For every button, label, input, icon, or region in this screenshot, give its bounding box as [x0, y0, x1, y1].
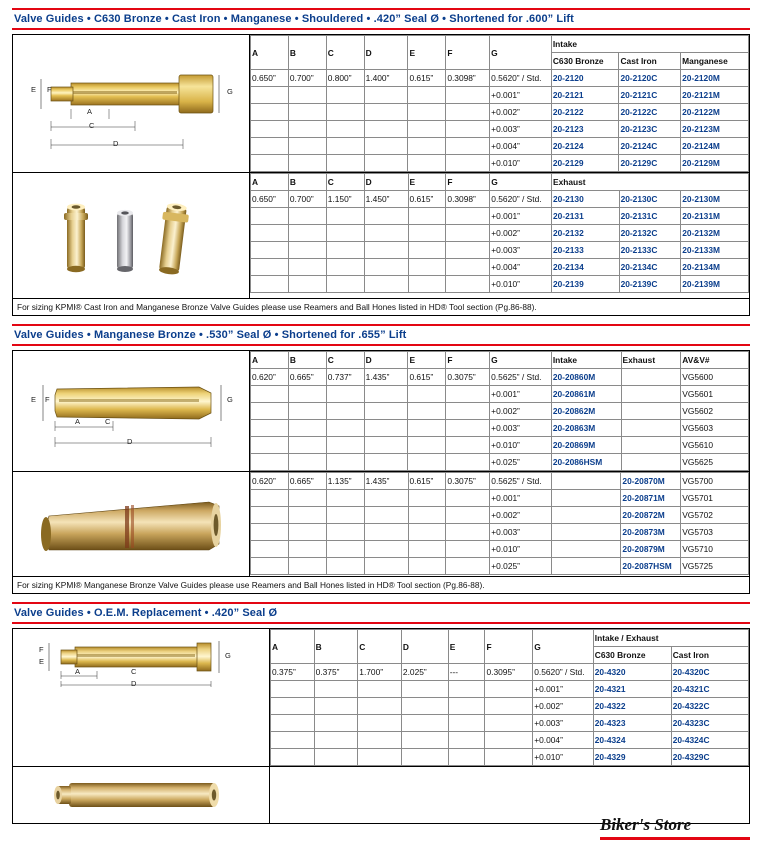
part-number[interactable]: 20-20879M [621, 541, 681, 558]
oversize: +0.003” [490, 420, 552, 437]
dim-F: 0.3098” [446, 70, 490, 87]
col-G: G [490, 36, 552, 70]
oversize: +0.004” [490, 259, 552, 276]
part-number[interactable]: 20-4323 [593, 715, 671, 732]
col-E: E [408, 174, 446, 191]
dim-C: 1.150” [326, 191, 364, 208]
valve-guide-drawing-1 [13, 35, 249, 164]
part-number[interactable]: 20-20870M [621, 473, 681, 490]
col-F: F [446, 36, 490, 70]
span-intake: Intake [551, 36, 748, 53]
label-G: G [225, 651, 231, 660]
group-3-data [250, 351, 750, 472]
table-row [251, 121, 749, 138]
table-row [271, 732, 749, 749]
col-D: D [364, 174, 408, 191]
col-A: A [251, 352, 289, 369]
dim-E: 0.615” [408, 191, 446, 208]
part-number[interactable]: 20-2130M [681, 191, 749, 208]
table-row [251, 403, 749, 420]
label-F: F [47, 85, 52, 94]
group-1-data [250, 35, 750, 173]
part-number[interactable]: 20-2133C [619, 242, 681, 259]
table-row [251, 490, 749, 507]
col-A: A [271, 630, 315, 664]
group-2-data [250, 173, 750, 299]
dim-B: 0.700” [288, 191, 326, 208]
dim-E: 0.615” [408, 369, 446, 386]
part-number[interactable]: 20-2087HSM [621, 558, 681, 575]
photo-oem-guide [13, 767, 270, 824]
dim-C: 1.700” [358, 664, 402, 681]
col-A: A [251, 174, 289, 191]
label-F: F [39, 645, 44, 654]
dim-G: 0.5625” / Std. [490, 473, 552, 490]
dim-A: 0.650” [251, 191, 289, 208]
part-number[interactable]: 20-2121C [619, 87, 681, 104]
oversize: +0.003” [490, 524, 552, 541]
label-E: E [31, 85, 37, 94]
part-number[interactable]: 20-2124 [551, 138, 619, 155]
part-number[interactable]: 20-2120M [681, 70, 749, 87]
dim-B: 0.665” [288, 369, 326, 386]
table-row [251, 208, 749, 225]
part-number[interactable]: 20-20871M [621, 490, 681, 507]
part-number[interactable] [621, 369, 681, 386]
part-number[interactable]: 20-4324 [593, 732, 671, 749]
part-number[interactable]: 20-4321 [593, 681, 671, 698]
part-number[interactable] [552, 473, 621, 490]
span-exhaust: Exhaust [552, 174, 749, 191]
table-row [251, 541, 749, 558]
label-E: E [39, 657, 45, 666]
valve-guide-photo-1 [13, 173, 249, 298]
part-number[interactable]: 20-2131 [552, 208, 620, 225]
table-row [251, 259, 749, 276]
oversize: +0.003” [490, 121, 552, 138]
drawing-manganese-intake [13, 351, 250, 472]
col-F: F [446, 174, 490, 191]
table-row [251, 369, 749, 386]
label-G: G [227, 395, 233, 404]
part-number[interactable] [621, 403, 681, 420]
col-cast-iron: Cast Iron [619, 53, 681, 70]
col-C: C [326, 352, 364, 369]
col-E: E [408, 36, 446, 70]
part-number[interactable]: 20-2122M [681, 104, 749, 121]
span-intake-exhaust: Intake / Exhaust [593, 630, 748, 647]
section-header-1 [12, 8, 750, 30]
oversize: +0.001” [490, 490, 552, 507]
part-number[interactable] [552, 541, 621, 558]
section-header-3 [12, 602, 750, 624]
part-number[interactable]: 20-2131C [619, 208, 681, 225]
dim-D: 2.025” [401, 664, 448, 681]
avv-number: VG5603 [681, 420, 749, 437]
part-number[interactable] [552, 490, 621, 507]
photo-exhaust-guides [13, 173, 250, 299]
oversize: +0.001” [490, 208, 552, 225]
dim-B: 0.375” [314, 664, 358, 681]
table-row [251, 276, 749, 293]
col-manganese: Manganese [681, 53, 749, 70]
part-number[interactable]: 20-2133M [681, 242, 749, 259]
valve-guide-drawing-3 [13, 629, 269, 691]
part-number[interactable]: 20-4321C [671, 681, 748, 698]
col-exhaust: Exhaust [621, 352, 681, 369]
part-number[interactable]: 20-2134C [619, 259, 681, 276]
col-B: B [288, 174, 326, 191]
col-E: E [408, 352, 446, 369]
oversize: +0.004” [490, 138, 552, 155]
part-number[interactable]: 20-2121M [681, 87, 749, 104]
table-row [271, 715, 749, 732]
oversize: +0.002” [533, 698, 594, 715]
col-C: C [326, 36, 364, 70]
avv-number: VG5725 [681, 558, 749, 575]
table-row [251, 420, 749, 437]
part-number[interactable]: 20-20860M [551, 369, 621, 386]
col-avv: AV&V# [681, 352, 749, 369]
part-number[interactable]: 20-20862M [551, 403, 621, 420]
table-manganese-exhaust [250, 472, 749, 575]
table-row [251, 524, 749, 541]
col-A: A [251, 36, 289, 70]
section-title-1: Valve Guides • C630 Bronze • Cast Iron • Manganese • Shouldered • .420” Seal Ø • Shortened for .600” Lift [14, 13, 574, 25]
table-row [251, 191, 749, 208]
table-row [271, 681, 749, 698]
avv-number: VG5610 [681, 437, 749, 454]
avv-number: VG5703 [681, 524, 749, 541]
part-number[interactable]: 20-20872M [621, 507, 681, 524]
table-row [251, 104, 749, 121]
part-number[interactable]: 20-2130 [552, 191, 620, 208]
col-c630-bronze: C630 Bronze [593, 647, 671, 664]
dim-F: 0.3075” [446, 369, 490, 386]
part-number[interactable]: 20-2132C [619, 225, 681, 242]
dim-F: 0.3095” [485, 664, 533, 681]
table-manganese-intake [250, 351, 749, 471]
part-number[interactable]: 20-2129M [681, 155, 749, 172]
dim-D: 1.435” [364, 369, 408, 386]
logo-underline [600, 837, 750, 840]
table-row [251, 87, 749, 104]
part-number[interactable]: 20-2122 [551, 104, 619, 121]
oversize: +0.025” [490, 454, 552, 471]
col-cast-iron: Cast Iron [671, 647, 748, 664]
avv-number: VG5710 [681, 541, 749, 558]
dim-A: 0.620” [251, 369, 289, 386]
part-number[interactable] [552, 507, 621, 524]
part-number[interactable]: 20-2122C [619, 104, 681, 121]
col-G: G [490, 174, 552, 191]
part-number[interactable]: 20-4329 [593, 749, 671, 766]
part-number[interactable]: 20-4323C [671, 715, 748, 732]
table-row [251, 473, 749, 490]
col-D: D [364, 352, 408, 369]
oversize: +0.010” [490, 155, 552, 172]
col-D: D [401, 630, 448, 664]
part-number[interactable] [621, 420, 681, 437]
dim-C: 1.135” [326, 473, 364, 490]
drawing-intake-shouldered [13, 35, 250, 173]
avv-number: VG5602 [681, 403, 749, 420]
part-number[interactable]: 20-2124M [681, 138, 749, 155]
table-row [251, 138, 749, 155]
label-D: D [113, 139, 119, 148]
oversize: +0.001” [490, 386, 552, 403]
label-G: G [227, 87, 233, 96]
part-number[interactable]: 20-2123C [619, 121, 681, 138]
dim-D: 1.400” [364, 70, 408, 87]
section-3-data [270, 629, 750, 767]
oversize: +0.010” [490, 276, 552, 293]
table-exhaust-1 [250, 173, 749, 293]
dim-B: 0.700” [288, 70, 326, 87]
label-E: E [31, 395, 37, 404]
part-number[interactable] [552, 524, 621, 541]
table-row [271, 749, 749, 766]
part-number[interactable]: 20-4322C [671, 698, 748, 715]
part-number[interactable]: 20-2129C [619, 155, 681, 172]
part-number[interactable]: 20-2086HSM [551, 454, 621, 471]
avv-number: VG5625 [681, 454, 749, 471]
col-F: F [446, 352, 490, 369]
avv-number: VG5702 [681, 507, 749, 524]
dim-D: 1.450” [364, 191, 408, 208]
part-number[interactable]: 20-2134M [681, 259, 749, 276]
section-title-3: Valve Guides • O.E.M. Replacement • .420” Seal Ø [14, 607, 278, 619]
table-row [251, 454, 749, 471]
photo-manganese-exhaust [13, 472, 250, 577]
store-name: Biker's Store [600, 815, 692, 834]
dim-A: 0.620” [251, 473, 289, 490]
table-row [251, 155, 749, 172]
part-number[interactable]: 20-2123M [681, 121, 749, 138]
part-number[interactable] [621, 386, 681, 403]
drawing-oem-replacement [13, 629, 270, 767]
section-1-note: For sizing KPMI® Cast Iron and Manganese Bronze Valve Guides please use Reamers and Ball Hones listed in HD® Tool section (Pg.86-88). [12, 299, 750, 316]
part-number[interactable]: 20-2124C [619, 138, 681, 155]
oversize: +0.010” [490, 437, 552, 454]
part-number[interactable]: 20-20873M [621, 524, 681, 541]
dim-F: 0.3075” [446, 473, 490, 490]
dim-G: 0.5625” / Std. [490, 369, 552, 386]
store-logo [600, 815, 750, 840]
label-F: F [45, 395, 50, 404]
dim-A: 0.375” [271, 664, 315, 681]
label-D: D [127, 437, 133, 446]
oversize: +0.003” [490, 242, 552, 259]
dim-E: 0.615” [408, 70, 446, 87]
part-number[interactable] [552, 558, 621, 575]
avv-number: VG5600 [681, 369, 749, 386]
dim-C: 0.800” [326, 70, 364, 87]
col-B: B [288, 36, 326, 70]
col-c630-bronze: C630 Bronze [551, 53, 619, 70]
part-number[interactable]: 20-2130C [619, 191, 681, 208]
avv-number: VG5700 [681, 473, 749, 490]
part-number[interactable]: 20-2139 [552, 276, 620, 293]
part-number[interactable]: 20-2132 [552, 225, 620, 242]
dim-E: --- [448, 664, 485, 681]
label-D: D [131, 679, 137, 688]
dim-G: 0.5620” / Std. [490, 191, 552, 208]
col-C: C [358, 630, 402, 664]
label-C: C [89, 121, 95, 130]
section-header-2 [12, 324, 750, 346]
label-C: C [105, 417, 111, 426]
part-number[interactable]: 20-4324C [671, 732, 748, 749]
col-G: G [533, 630, 594, 664]
dim-G: 0.5620” / Std. [533, 664, 594, 681]
part-number[interactable]: 20-2132M [681, 225, 749, 242]
section-1-table [12, 34, 750, 299]
group-4-data [250, 472, 750, 577]
dim-G: 0.5620” / Std. [490, 70, 552, 87]
dim-E: 0.615” [408, 473, 446, 490]
col-intake: Intake [551, 352, 621, 369]
part-number[interactable]: 20-2134 [552, 259, 620, 276]
part-number[interactable] [621, 454, 681, 471]
section-title-2: Valve Guides • Manganese Bronze • .530” Seal Ø • Shortened for .655” Lift [14, 329, 407, 341]
table-row [271, 698, 749, 715]
table-row [251, 386, 749, 403]
oversize: +0.002” [490, 104, 552, 121]
col-D: D [364, 36, 408, 70]
dim-C: 0.737” [326, 369, 364, 386]
table-row [251, 242, 749, 259]
col-B: B [288, 352, 326, 369]
section-2-table [12, 350, 750, 577]
dim-F: 0.3098” [446, 191, 490, 208]
oversize: +0.001” [533, 681, 594, 698]
oversize: +0.003” [533, 715, 594, 732]
table-row [251, 70, 749, 87]
part-number[interactable]: 20-2129 [551, 155, 619, 172]
part-number[interactable]: 20-2131M [681, 208, 749, 225]
dim-D: 1.435” [364, 473, 408, 490]
oversize: +0.010” [490, 541, 552, 558]
oversize: +0.002” [490, 225, 552, 242]
dim-A: 0.650” [251, 70, 289, 87]
part-number[interactable]: 20-20863M [551, 420, 621, 437]
col-E: E [448, 630, 485, 664]
oversize: +0.025” [490, 558, 552, 575]
part-number[interactable]: 20-2120C [619, 70, 681, 87]
col-F: F [485, 630, 533, 664]
section-2-note: For sizing KPMI® Manganese Bronze Valve Guides please use Reamers and Ball Hones listed in HD® Tool section (Pg.86-88). [12, 577, 750, 594]
col-C: C [326, 174, 364, 191]
part-number[interactable]: 20-4329C [671, 749, 748, 766]
dim-B: 0.665” [288, 473, 326, 490]
section-3-table [12, 628, 750, 824]
part-number[interactable] [621, 437, 681, 454]
oversize: +0.004” [533, 732, 594, 749]
valve-guide-photo-3 [13, 767, 269, 823]
table-row [251, 507, 749, 524]
avv-number: VG5601 [681, 386, 749, 403]
table-row [271, 664, 749, 681]
avv-number: VG5701 [681, 490, 749, 507]
part-number[interactable]: 20-2133 [552, 242, 620, 259]
part-number[interactable]: 20-2120 [551, 70, 619, 87]
table-row [251, 437, 749, 454]
part-number[interactable]: 20-4320C [671, 664, 748, 681]
label-C: C [131, 667, 137, 676]
part-number[interactable]: 20-2139C [619, 276, 681, 293]
label-A: A [75, 417, 81, 426]
oversize: +0.002” [490, 507, 552, 524]
valve-guide-photo-2 [13, 472, 249, 576]
oversize: +0.002” [490, 403, 552, 420]
table-oem-replacement [270, 629, 749, 766]
part-number[interactable]: 20-20861M [551, 386, 621, 403]
part-number[interactable]: 20-4320 [593, 664, 671, 681]
table-row [251, 558, 749, 575]
label-A: A [75, 667, 81, 676]
table-row [251, 225, 749, 242]
part-number[interactable]: 20-2139M [681, 276, 749, 293]
table-intake-1 [250, 35, 749, 172]
label-A: A [87, 107, 93, 116]
part-number[interactable]: 20-2123 [551, 121, 619, 138]
part-number[interactable]: 20-20869M [551, 437, 621, 454]
oversize: +0.010” [533, 749, 594, 766]
part-number[interactable]: 20-4322 [593, 698, 671, 715]
part-number[interactable]: 20-2121 [551, 87, 619, 104]
col-G: G [490, 352, 552, 369]
oversize: +0.001” [490, 87, 552, 104]
col-B: B [314, 630, 358, 664]
